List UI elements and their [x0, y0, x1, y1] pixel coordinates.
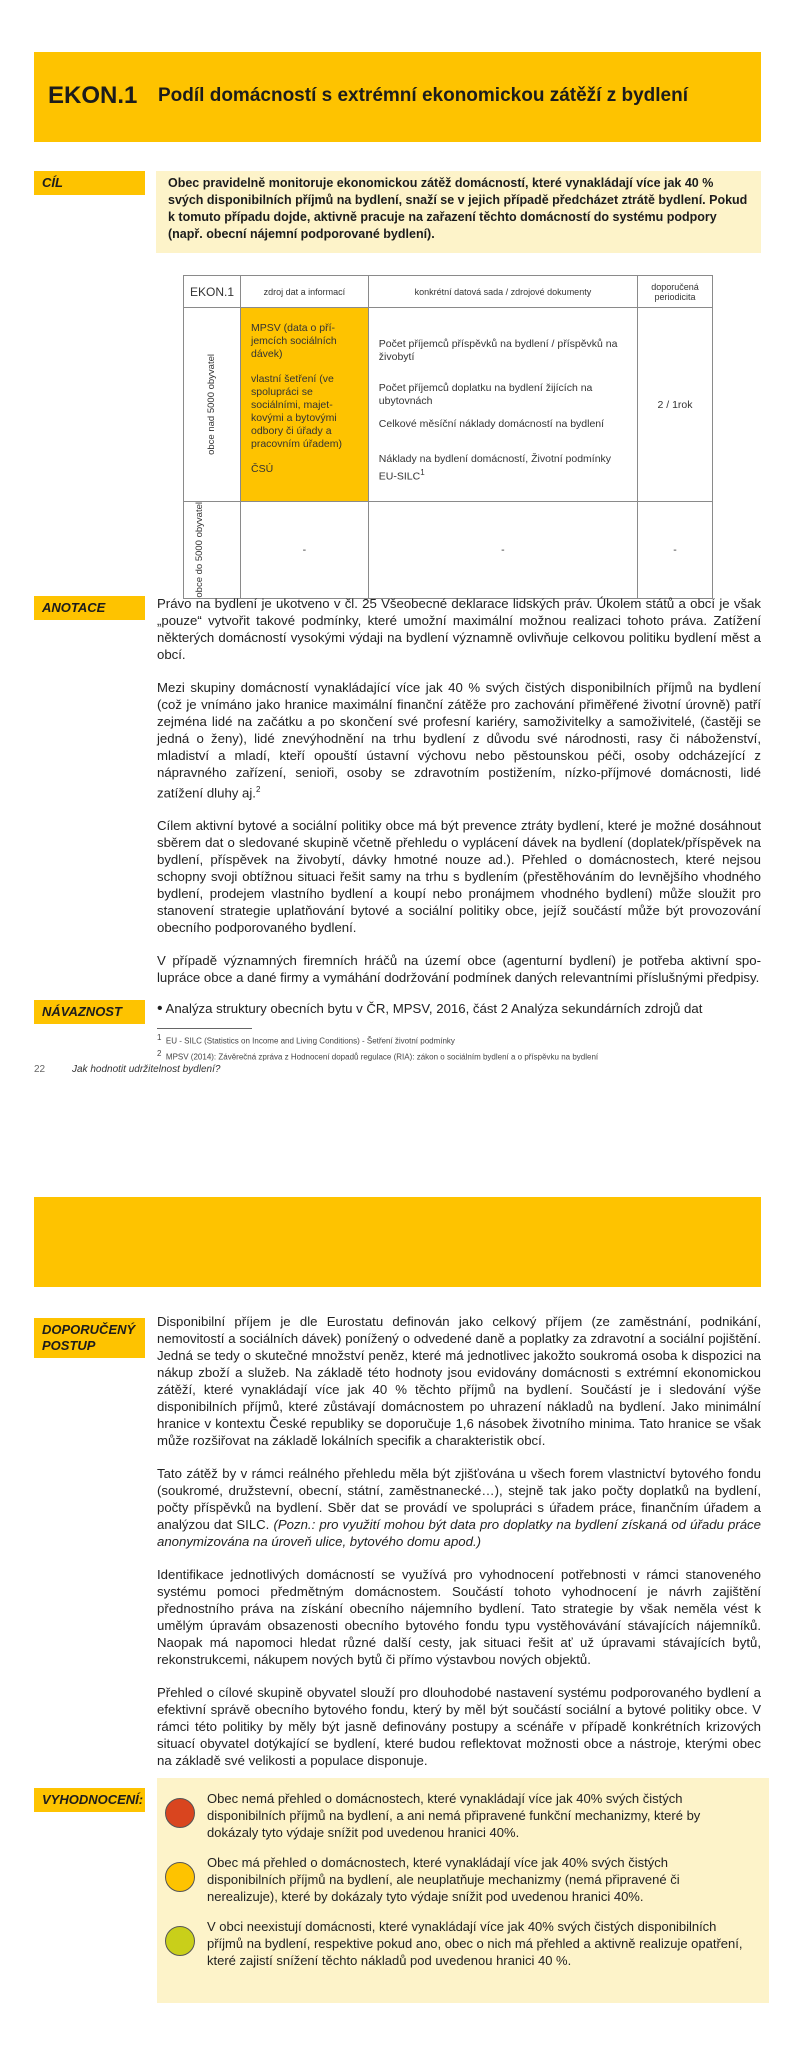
paragraph: Cílem aktivní bytové a sociální politiky obce má být prevence ztráty bydlení, které je možné dosáhnout sběrem dat o sledované skupině včetně přehledu o vyplácení dávek na bydlení (doplatek/příspěvek na bydlení, příspěvek na živobytí, dávky hmotné nouze ad.). Přehled o domácnostech, které nejsou schopny svoji obtížnou situaci řešit samy na trhu s bydlením (přestěhováním do levnějšího vhodného bydlení, prodejem vlastního bydlení a koupí nebo pronájmem vhodného bydlení) může sloužit pro stanovení strategie uplatňování bytové a sociální politiky obce, jejíž součástí může být provozování obecního podporovaného bydlení.	[157, 818, 761, 936]
continuity-text: Analýza struktury obecních bytu v ČR, MPSV, 2016, část 2 Analýza sekundárních zdrojů dat	[165, 1001, 703, 1016]
table-header-source: zdroj dat a informací	[240, 276, 368, 308]
section-label-cil: CÍL	[34, 171, 145, 195]
dataset-item: Náklady na bydlení domácností, Životní podmínky EU-SILC$^1$	[378, 452, 612, 483]
paragraph: Identifikace jednotlivých domácností se využívá pro vyhodnocení potřebnosti v rámci stanoveného systému pomoci předmětným domácnostem. Součástí tohoto vyhodnocení je návrh zajištění přednostního práva na získání obecního nájemního bydlení. Tato strategie by však neměla vést k umělým úpravám obsazenosti obecního bytového fondu typu vystěhovávání stávajících nájemníků. Naopak má napomoci hledat různé další cesty, jak situaci řešit ať už úpravami stávajících bytů, rekonstrukcemi, nákupem nových bytů či přímo výstavbou nových objektů.	[157, 1567, 761, 1667]
data-source-table	[183, 275, 713, 599]
status-dot-red	[165, 1798, 195, 1828]
indicator-title: Podíl domácností s extrémní ekonomickou zátěží z bydlení	[158, 85, 689, 106]
section-label-navaznost: NÁVAZNOST	[34, 1000, 145, 1024]
source-item: ČSÚ	[250, 462, 274, 475]
row-group-label: obce nad 5000 obyvatel	[206, 354, 218, 455]
table-cell-datasets	[368, 308, 637, 502]
footnote: $^1$ EU - SILC (Statistics on Income and Living Conditions) - Šetření životní podmínky	[157, 1033, 455, 1046]
bullet: •	[157, 1000, 163, 1017]
table-header-row	[184, 276, 713, 308]
page-number: 22	[34, 1064, 46, 1075]
section-label-anotace: ANOTACE	[34, 596, 145, 620]
table-cell-periodicity: -	[638, 502, 713, 599]
page-caption: Jak hodnotit udržitelnost bydlení?	[72, 1064, 221, 1075]
table-header-dataset: konkrétní datová sada / zdrojové dokumenty	[368, 276, 637, 308]
footnotes	[157, 1032, 598, 1063]
dataset-item: Počet příjemců doplatku na bydlení žijících na ubytovnách	[378, 381, 593, 407]
paragraph: Disponibilní příjem je dle Eurostatu definován jako celkový příjem (ze zaměstnání, podnikání, nemovitostí a sociálních dávek) ponížený o odvedené daně a poplatky za zdravotní a sociální pojištění. Jedná se tedy o skutečné množství peněz, které má jednotlivec jakožto soukromá osoba k dispozici na nákup zboží a služeb. Na základě této hodnoty jsou evidovány domácnosti s extrémní ekonomickou zátěží, které vynakládají více jak 40 % těchto příjmů na bydlení. Součástí je i sledování výše disponibilních příjmů, které zůstávají domácnostem po uhrazení nákladů na bydlení. Jako minimální hranice v kontextu České republiky se doporučuje 1,6 násobek životního minima. Tato hranice se však může rozšiřovat na základě lokálních specifik a charakteristik obcí.	[157, 1314, 761, 1448]
status-dot-green	[165, 1926, 195, 1956]
status-dot-yellow	[165, 1862, 195, 1892]
evaluation-box	[157, 1778, 769, 2003]
procedure-text	[157, 1313, 761, 1785]
row-group-label: obce do 5000 obyvatel	[193, 502, 205, 598]
evaluation-item: Obec má přehled o domácnostech, které vynakládají více jak 40% svých čistých disponibilních příjmů na bydlení, ale neuplatňuje mechanizmy (nemá připravené či nerealizuje), které by dokázaly tyto výdaje snížit pod uvedenou hranici 40%.	[207, 1855, 680, 1904]
table-cell-datasets: -	[368, 502, 637, 599]
paragraph: Přehled o cílové skupině obyvatel slouží pro dlouhodobé nastavení systému podporovaného bydlení a efektivní správě obecního bytového fondu, který by měl být součástí sociální a bytové politiky obce. V rámci této politiky by měly být jasně definovány postupy a scénáře v případě konkrétních krizových situací obyvatel dotýkající se bydlení, které budou reflektovat možnosti obce a nástroje, kterými obec na základě své velikosti a populace disponuje.	[157, 1685, 761, 1768]
table-header-code: EKON.1	[184, 276, 241, 308]
source-item: vlastní šetření (ve spolupráci se sociálními, majetkovými a bytovými odbory či úřady a pracovním úřadem)	[250, 372, 343, 450]
paragraph: V případě významných firemních hráčů na území obce (agenturní bydlení) je potřeba aktivní spolupráce obce a dané firmy a vymáhání dodržování podmínek daných relevantními příslušnými předpisy.	[157, 953, 761, 986]
table-cell-sources	[240, 308, 368, 502]
paragraph: Právo na bydlení je ukotveno v čl. 25 Všeobecné deklarace lidských práv. Úkolem států a obcí je však „pouze“ vytvořit takové podmínky, které umožní maximální možnou realizaci tohoto práva. Zatížení některých domácností vysokými výdaji na bydlení významně ovlivňuje celkovou politiku bydlení měst a obcí.	[157, 596, 761, 662]
table-cell-sources: -	[240, 502, 368, 599]
indicator-code: EKON.1	[48, 82, 138, 109]
header-banner	[34, 52, 761, 142]
evaluation-item: Obec nemá přehled o domácnostech, které vynakládají více jak 40% svých čistých disponibilních příjmů na bydlení, a ani nemá připravené funkční mechanizmy, které by dokázaly tyto výdaje snížit pod uvedenou hranici 40%.	[207, 1791, 701, 1840]
paragraph: Mezi skupiny domácností vynakládající více jak 40 % svých čistých disponibilních příjmů na bydlení (což je vnímáno jako hranice maximální finanční zátěže pro zachování přiměřené životní úrovně) patří zejména lidé na začátku a po skončení své profesní kariéry, samoživitelky a samoživitelé, (častěji se jedná o ženy), lidé znevýhodnění na trhu bydlení z důvodu své národnosti, rasy či náboženství, mladiství a mladí, kteří opouští ústavní výchovu nebo pěstounskou péči, osoby odcházející z nápravného zařízení, senioři, osoby se zdravotním postižením, nízko-příjmové domácnosti, lidé zatížení dluhy aj.$^2$	[157, 680, 761, 801]
footnote-divider	[157, 1028, 252, 1029]
table-cell-group	[184, 502, 241, 599]
footnote: $^2$ MPSV (2014): Závěrečná zpráva z Hodnocení dopadů regulace (RIA): zákon o sociálním bydlení a o příspěvku na bydlení	[157, 1048, 599, 1062]
table-row	[184, 308, 713, 502]
evaluation-item: V obci neexistují domácnosti, které vynakládají více jak 40% svých čistých disponibilních příjmů na bydlení, respektive pokud ano, obec o nich má přehled a aktivně realizuje opatření, které zajistí snížení těchto nákladů pod uvedenou hranici 40 %.	[207, 1919, 743, 1968]
dataset-item: Počet příjemců příspěvků na bydlení / příspěvků na živobytí	[378, 337, 618, 363]
source-item: MPSV (data o příjemcích sociálních dávek)	[250, 321, 337, 360]
table-cell-periodicity: 2 / 1rok	[638, 308, 713, 502]
continuity-item	[157, 1000, 761, 1017]
header-banner-page2	[34, 1197, 761, 1287]
section-label-vyhodnoceni: VYHODNOCENÍ:	[34, 1788, 145, 1812]
section-label-postup: DOPORUČENÝ POSTUP	[34, 1318, 145, 1358]
table-header-periodicity: doporučená periodicita	[638, 276, 713, 308]
table-row	[184, 502, 713, 599]
paragraph: Tato zátěž by v rámci reálného přehledu měla být zjišťována u všech forem vlastnictví bytového fondu (soukromé, družstevní, obecní, státní, zaměstnanecké…), stejně tak jako počty doplatků na bydlení, počty příspěvků na bydlení. Sběr dat se provádí ve spolupráci s úřadem práce, finančním úřadem a analýzou dat SILC. (Pozn.: pro využití mohou být data pro doplatky na bydlení získaná od úřadu práce anonymizována na úroveň ulice, bytového domu apod.)	[157, 1466, 761, 1549]
annotation-text	[157, 595, 761, 1002]
dataset-item: Celkové měsíční náklady domácností na bydlení	[378, 417, 605, 430]
goal-box: Obec pravidelně monitoruje ekonomickou zátěž domácností, které vynakládají více jak 40 % svých disponibilních příjmů na bydlení, snaží se v jejich případě předcházet ztrátě bydlení. Pokud k tomuto případu dojde, aktivně pracuje na zařazení těchto domácností do systému podpory (např. obecní nájemní podporované bydlení).	[156, 171, 761, 253]
table-cell-group	[184, 308, 241, 502]
